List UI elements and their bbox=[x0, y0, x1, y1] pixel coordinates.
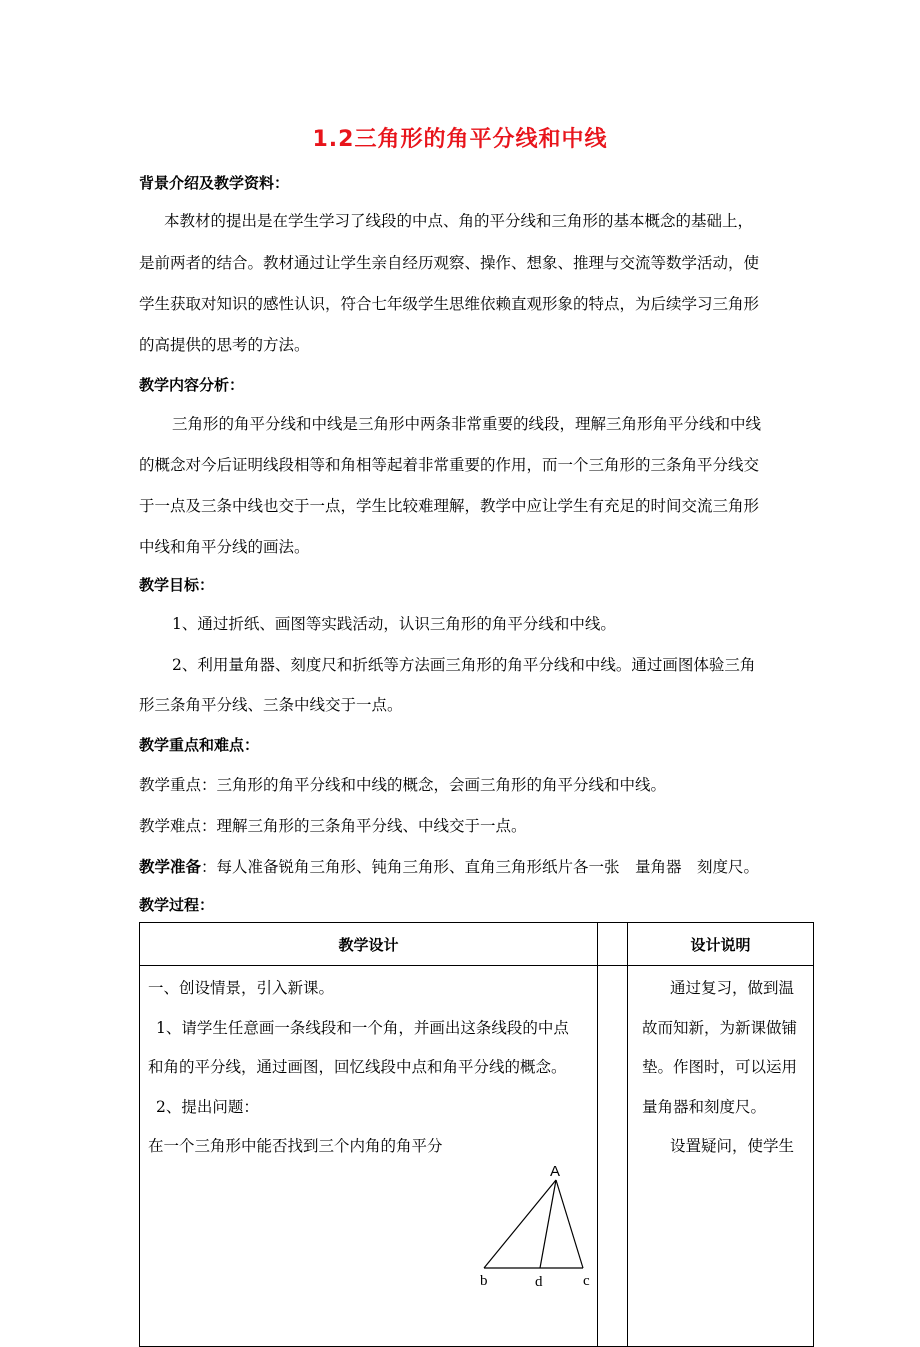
column-header-spacer bbox=[598, 923, 628, 966]
design-line: 在一个三角形中能否找到三个内角的角平分 bbox=[148, 1137, 443, 1155]
goal-line: 2、利用量角器、刻度尺和折纸等方法画三角形的角平分线和中线。通过画图体验三角 bbox=[172, 656, 756, 674]
analysis-heading: 教学内容分析： bbox=[139, 376, 245, 394]
design-line: 1、请学生任意画一条线段和一个角，并画出这条线段的中点 bbox=[156, 1019, 569, 1037]
note-line: 通过复习，做到温 bbox=[670, 979, 795, 997]
design-line: 2、提出问题： bbox=[156, 1098, 259, 1116]
design-cell bbox=[140, 966, 598, 1347]
goal-line: 1、通过折纸、画图等实践活动，认识三角形的角平分线和中线。 bbox=[172, 615, 616, 633]
note-line: 故而知新，为新课做铺 bbox=[642, 1019, 798, 1037]
goal-line: 形三条角平分线、三条中线交于一点。 bbox=[139, 696, 403, 714]
design-line: 和角的平分线，通过画图，回忆线段中点和角平分线的概念。 bbox=[148, 1058, 567, 1076]
background-line: 是前两者的结合。教材通过让学生亲自经历观察、操作、想象、推理与交流等数学活动，使 bbox=[139, 254, 760, 272]
preparation-label: 教学准备 bbox=[139, 858, 202, 876]
note-line: 设置疑问，使学生 bbox=[670, 1137, 795, 1155]
note-line: 垫。作图时，可以运用 bbox=[642, 1058, 798, 1076]
design-line: 一、创设情景，引入新课。 bbox=[148, 979, 335, 997]
analysis-line: 中线和角平分线的画法。 bbox=[139, 538, 310, 556]
background-line: 本教材的提出是在学生学习了线段的中点、角的平分线和三角形的基本概念的基础上， bbox=[164, 212, 754, 230]
analysis-line: 的概念对今后证明线段相等和角相等起着非常重要的作用，而一个三角形的三条角平分线交 bbox=[139, 456, 760, 474]
background-heading: 背景介绍及教学资料： bbox=[139, 174, 290, 192]
notes-cell bbox=[628, 966, 814, 1347]
key-points-heading: 教学重点和难点： bbox=[139, 736, 260, 754]
triangle-side-ac bbox=[556, 1180, 583, 1268]
triangle-segment-ad bbox=[540, 1180, 556, 1268]
triangle-figure bbox=[470, 1158, 620, 1288]
page-title: 1.2三角形的角平分线和中线 bbox=[312, 127, 608, 152]
background-line: 学生获取对知识的感性认识，符合七年级学生思维依赖直观形象的特点，为后续学习三角形 bbox=[139, 295, 760, 313]
goals-heading: 教学目标： bbox=[139, 576, 215, 594]
point-label-d: d bbox=[535, 1274, 543, 1288]
analysis-line: 三角形的角平分线和中线是三角形中两条非常重要的线段，理解三角形角平分线和中线 bbox=[172, 415, 762, 433]
column-header-notes: 设计说明 bbox=[628, 923, 814, 966]
difficulty-line: 教学难点：理解三角形的三条角平分线、中线交于一点。 bbox=[139, 817, 527, 835]
table-row bbox=[140, 966, 814, 1347]
preparation-text: ：每人准备锐角三角形、钝角三角形、直角三角形纸片各一张 量角器 刻度尺。 bbox=[201, 858, 760, 876]
background-line: 的高提供的思考的方法。 bbox=[139, 336, 310, 354]
spacer-cell bbox=[598, 966, 628, 1347]
focus-line: 教学重点：三角形的角平分线和中线的概念，会画三角形的角平分线和中线。 bbox=[139, 776, 667, 794]
analysis-line: 于一点及三条中线也交于一点，学生比较难理解，教学中应让学生有充足的时间交流三角形 bbox=[139, 497, 760, 515]
vertex-label-a: A bbox=[550, 1163, 561, 1180]
table-header-row bbox=[140, 923, 814, 966]
vertex-label-c: c bbox=[583, 1273, 590, 1288]
column-header-design: 教学设计 bbox=[140, 923, 598, 966]
process-table bbox=[139, 922, 814, 1347]
vertex-label-b: b bbox=[480, 1273, 488, 1288]
process-heading: 教学过程： bbox=[139, 896, 215, 914]
note-line: 量角器和刻度尺。 bbox=[642, 1098, 767, 1116]
preparation-line bbox=[139, 855, 759, 877]
triangle-side-ab bbox=[484, 1180, 556, 1268]
